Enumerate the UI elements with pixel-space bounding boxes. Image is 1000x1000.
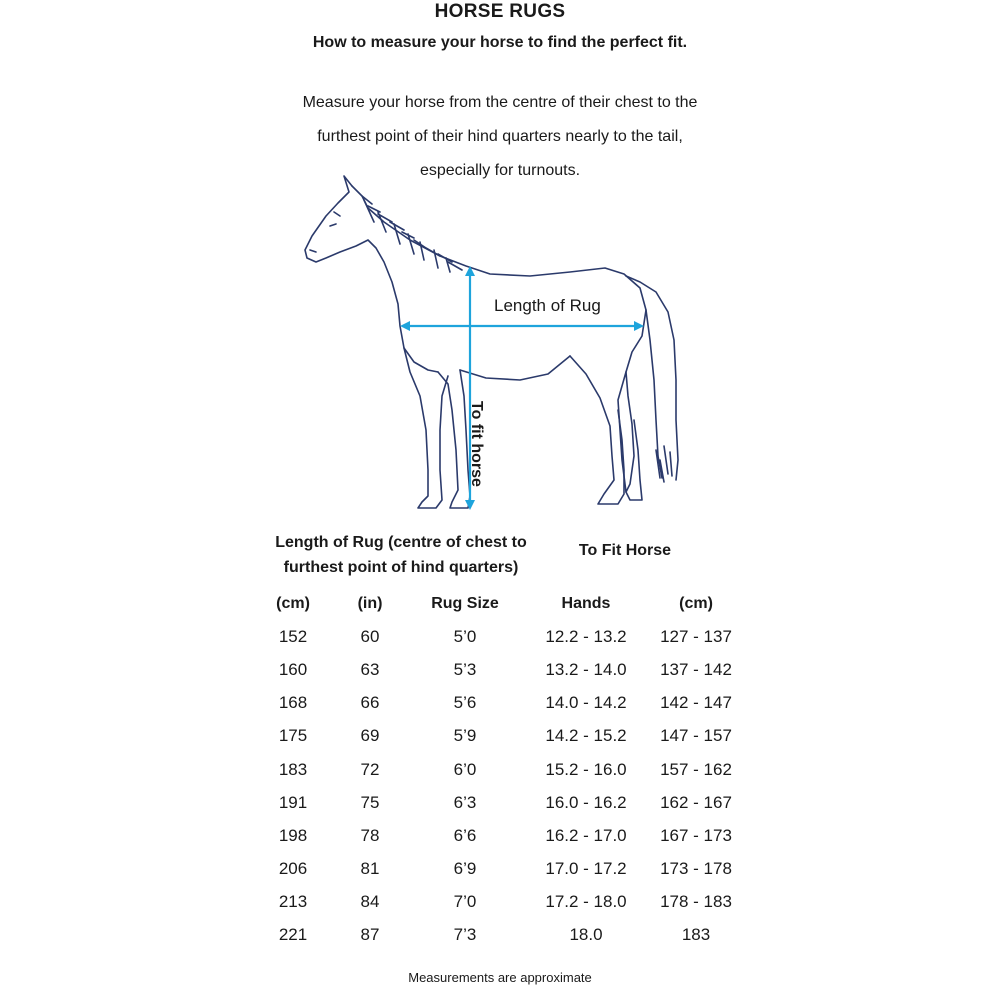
cell-length-cm: 213 (278, 892, 308, 912)
table-row (248, 886, 748, 919)
cell-length-cm: 198 (278, 825, 308, 845)
cell-height-cm: 142 - 147 (660, 693, 732, 713)
cell-length-in: 81 (360, 859, 380, 879)
to-fit-horse-label: To fit horse (468, 401, 485, 487)
table-row (248, 653, 748, 686)
cell-height-cm: 127 - 137 (660, 626, 732, 646)
table-body (248, 620, 748, 952)
column-header-hands: Hands (561, 594, 611, 612)
page-title: HORSE RUGS (434, 1, 566, 22)
cell-height-cm: 157 - 162 (660, 759, 732, 779)
cell-rug-size: 5’3 (453, 659, 477, 679)
cell-height-cm: 183 (681, 925, 711, 945)
cell-rug-size: 5’0 (453, 626, 477, 646)
cell-length-cm: 183 (278, 759, 308, 779)
cell-rug-size: 7’0 (453, 892, 477, 912)
cell-rug-size: 6’9 (453, 859, 477, 879)
cell-length-cm: 191 (278, 792, 308, 812)
cell-height-cm: 147 - 157 (660, 726, 732, 746)
length-arrow-head-left (400, 321, 410, 331)
cell-hands: 14.2 - 15.2 (545, 726, 627, 746)
table-header-row (248, 587, 748, 620)
cell-length-cm: 168 (278, 693, 308, 713)
footer-note: Measurements are approximate (408, 970, 592, 985)
cell-hands: 13.2 - 14.0 (545, 659, 627, 679)
cell-rug-size: 6’0 (453, 759, 477, 779)
cell-rug-size: 5’6 (453, 693, 477, 713)
intro-line: especially for turnouts. (419, 162, 581, 179)
cell-length-in: 66 (360, 693, 380, 713)
cell-height-cm: 162 - 167 (660, 792, 732, 812)
cell-length-cm: 160 (278, 659, 308, 679)
cell-hands: 18.0 (569, 925, 603, 945)
size-table (248, 587, 748, 952)
cell-length-cm: 206 (278, 859, 308, 879)
cell-length-in: 84 (360, 892, 380, 912)
cell-length-in: 78 (360, 825, 380, 845)
page-subtitle: How to measure your horse to find the perfect fit. (312, 34, 688, 51)
column-header-in: (in) (357, 594, 383, 612)
table-row (248, 853, 748, 886)
cell-hands: 16.0 - 16.2 (545, 792, 627, 812)
table-row (248, 919, 748, 952)
cell-hands: 16.2 - 17.0 (545, 825, 627, 845)
cell-length-in: 72 (360, 759, 380, 779)
cell-rug-size: 6’6 (453, 825, 477, 845)
cell-hands: 12.2 - 13.2 (545, 626, 627, 646)
table-row (248, 620, 748, 653)
fit-arrow-head-top (465, 266, 475, 276)
cell-hands: 17.2 - 18.0 (545, 892, 627, 912)
column-header-cm: (cm) (276, 594, 310, 612)
cell-hands: 17.0 - 17.2 (545, 859, 627, 879)
table-row (248, 753, 748, 786)
cell-height-cm: 167 - 173 (660, 825, 732, 845)
cell-length-cm: 175 (278, 726, 308, 746)
cell-length-in: 60 (360, 626, 380, 646)
intro-line: furthest point of their hind quarters nearly to the tail, (317, 128, 683, 145)
cell-length-in: 69 (360, 726, 380, 746)
column-header-height-cm: (cm) (679, 594, 713, 612)
cell-length-in: 75 (360, 792, 380, 812)
fit-column-group-heading: To Fit Horse (578, 542, 672, 559)
cell-length-cm: 221 (278, 925, 308, 945)
cell-length-in: 63 (360, 659, 380, 679)
cell-height-cm: 178 - 183 (660, 892, 732, 912)
table-row (248, 687, 748, 720)
cell-height-cm: 137 - 142 (660, 659, 732, 679)
table-row (248, 819, 748, 852)
cell-hands: 14.0 - 14.2 (545, 693, 627, 713)
length-column-group-heading: Length of Rug (centre of chest to furthest point of hind quarters) (275, 534, 527, 576)
table-row (248, 720, 748, 753)
cell-rug-size: 7’3 (453, 925, 477, 945)
cell-length-in: 87 (360, 925, 380, 945)
table-row (248, 786, 748, 819)
cell-hands: 15.2 - 16.0 (545, 759, 627, 779)
cell-rug-size: 5’9 (453, 726, 477, 746)
intro-line: Measure your horse from the centre of their chest to the (302, 94, 698, 111)
column-header-rug-size: Rug Size (431, 594, 499, 612)
length-of-rug-label: Length of Rug (494, 296, 601, 315)
horse-outline (305, 176, 678, 508)
cell-length-cm: 152 (278, 626, 308, 646)
cell-height-cm: 173 - 178 (660, 859, 732, 879)
cell-rug-size: 6’3 (453, 792, 477, 812)
